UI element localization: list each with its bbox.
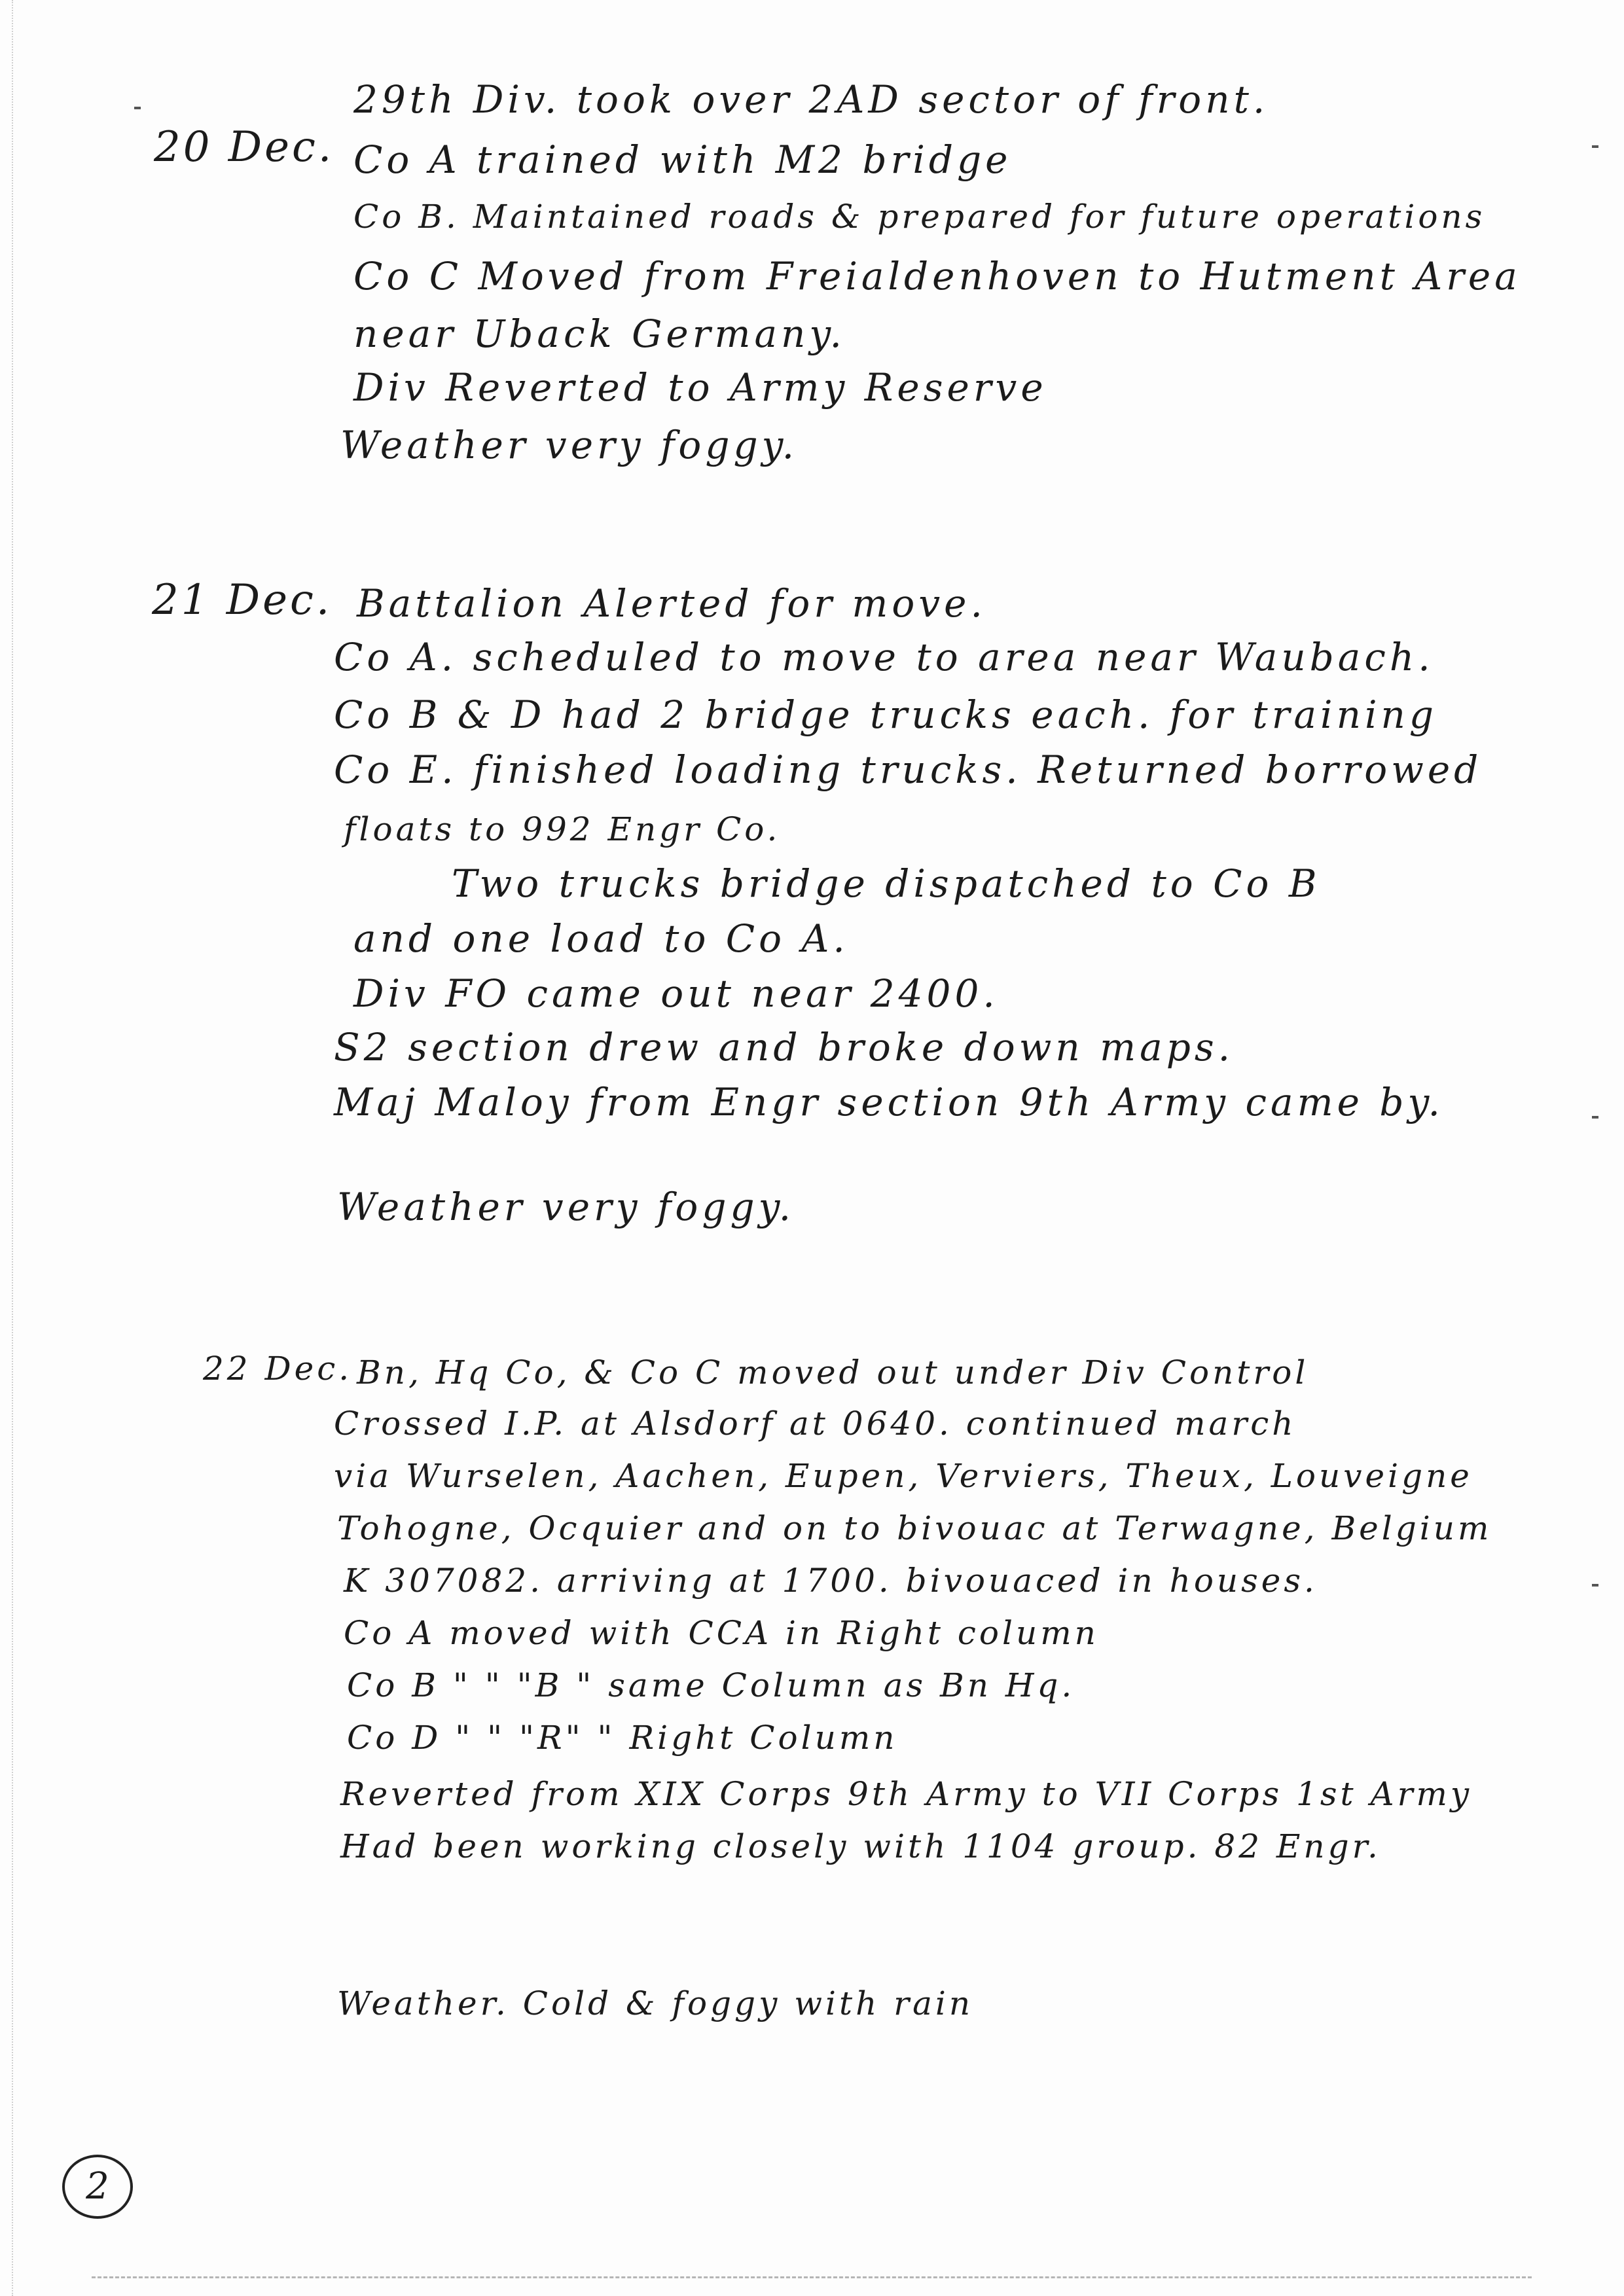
- entry-line: Co D " " "R" " Right Column: [347, 1719, 898, 1757]
- entry-line: Had been working closely with 1104 group. 82 Engr.: [340, 1827, 1381, 1865]
- entry-line: Weather very foggy.: [340, 423, 799, 467]
- entry-line: Maj Maloy from Engr section 9th Army came by.: [334, 1080, 1444, 1124]
- entry-line: S2 section drew and broke down maps.: [334, 1025, 1235, 1069]
- entry-line: Div Reverted to Army Reserve: [353, 365, 1047, 410]
- page-number: 2: [86, 2165, 109, 2208]
- margin-tick: [1592, 145, 1598, 148]
- entry-line: Reverted from XIX Corps 9th Army to VII Corps 1st Army: [340, 1775, 1473, 1813]
- entry-line: Co A trained with M2 bridge: [353, 137, 1012, 182]
- entry-line: Co A moved with CCA in Right column: [344, 1614, 1099, 1652]
- entry-line: Co B " " "B " same Column as Bn Hq.: [347, 1666, 1075, 1704]
- entry-line: 29th Div. took over 2AD sector of front.: [353, 77, 1269, 122]
- entry-line: via Wurselen, Aachen, Eupen, Verviers, Theux, Louveigne: [334, 1457, 1473, 1495]
- entry-line: Two trucks bridge dispatched to Co B: [452, 861, 1321, 906]
- entry-line: Co B. Maintained roads & prepared for future operations: [353, 198, 1486, 236]
- entry-line: Co B & D had 2 bridge trucks each. for training: [334, 692, 1437, 737]
- entry-date-22-dec: 22 Dec.: [203, 1350, 353, 1388]
- margin-tick: [134, 107, 141, 109]
- margin-tick: [1592, 1584, 1598, 1587]
- entry-line: Battalion Alerted for move.: [357, 581, 986, 626]
- entry-line: near Uback Germany.: [353, 312, 846, 356]
- entry-date-20-dec: 20 Dec.: [154, 123, 334, 171]
- entry-line: Tohogne, Ocquier and on to bivouac at Terwagne, Belgium: [337, 1509, 1492, 1547]
- entry-line: Bn, Hq Co, & Co C moved out under Div Control: [357, 1354, 1309, 1391]
- entry-line: Crossed I.P. at Alsdorf at 0640. continued march: [334, 1405, 1297, 1443]
- margin-tick: [1592, 1116, 1598, 1119]
- entry-line: Weather very foggy.: [337, 1185, 795, 1229]
- entry-line: Weather. Cold & foggy with rain: [337, 1984, 974, 2022]
- scan-bottom-rule: [92, 2276, 1532, 2278]
- entry-line: Div FO came out near 2400.: [353, 971, 999, 1016]
- entry-line: floats to 992 Engr Co.: [344, 810, 781, 848]
- entry-date-21-dec: 21 Dec.: [152, 576, 333, 624]
- scan-edge-rule: [12, 0, 13, 2296]
- entry-line: and one load to Co A.: [353, 916, 849, 961]
- entry-line: Co A. scheduled to move to area near Waubach.: [334, 635, 1434, 679]
- entry-line: Co E. finished loading trucks. Returned borrowed: [334, 747, 1483, 792]
- entry-line: Co C Moved from Freialdenhoven to Hutment Area: [353, 254, 1521, 298]
- entry-line: K 307082. arriving at 1700. bivouaced in houses.: [344, 1562, 1318, 1600]
